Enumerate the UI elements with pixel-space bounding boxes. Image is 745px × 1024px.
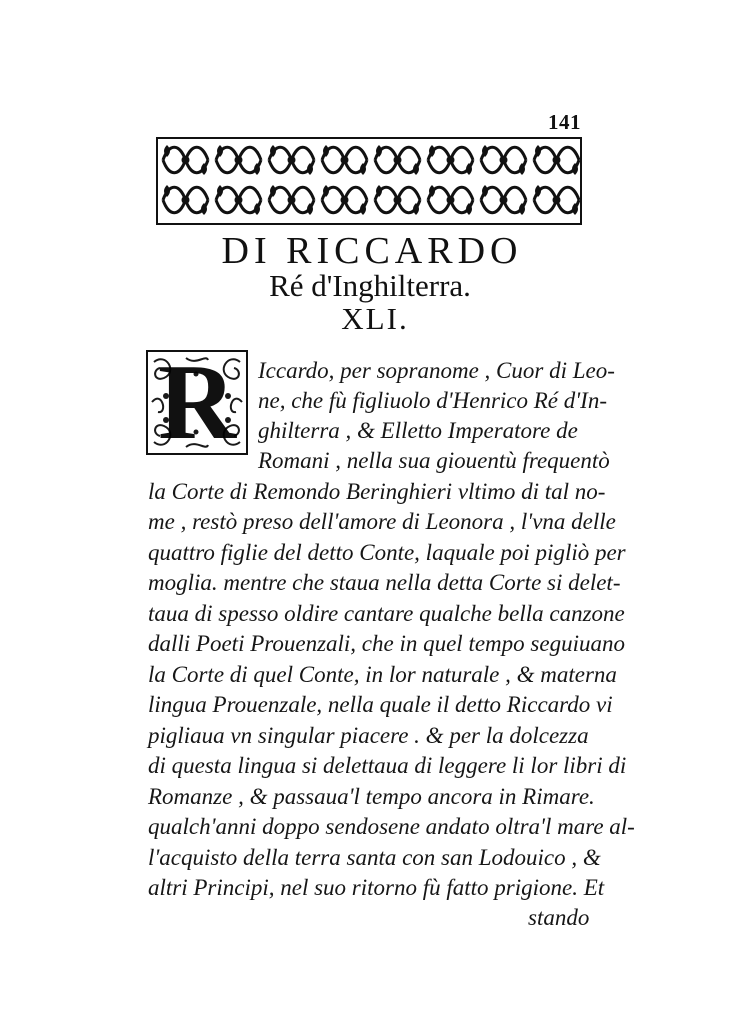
text-line: altri Principi, nel suo ritorno fù fatto prigione. Et xyxy=(148,875,605,900)
ornament-boss xyxy=(394,196,402,204)
drop-cap-letter: R xyxy=(158,343,236,462)
ornament-boss xyxy=(288,196,296,204)
ornament-boss xyxy=(341,156,349,164)
ornament-boss xyxy=(447,196,455,204)
text-line: dalli Poeti Prouenzali, che in quel tempo seguiuano xyxy=(148,631,625,656)
ornament-boss xyxy=(182,196,190,204)
text-line: pigliaua vn singular piacere . & per la dolcezza xyxy=(148,723,589,748)
chapter-title-name: DI RICCARDO xyxy=(221,230,523,272)
text-line: qualch'anni doppo sendosene andato oltra'l mare al- xyxy=(148,814,635,839)
text-line: ghilterra , & Elletto Imperatore de xyxy=(258,418,578,443)
ornament-boss xyxy=(553,196,561,204)
text-line: taua di spesso oldire cantare qualche bella canzone xyxy=(148,601,625,626)
text-line: di questa lingua si delettaua di leggere li lor libri di xyxy=(148,753,627,778)
ornament-boss xyxy=(500,156,508,164)
page-number: 141 xyxy=(548,110,581,134)
text-line: quattro figlie del detto Conte, laquale poi pigliò per xyxy=(148,540,626,565)
text-line: lingua Prouenzale, nella quale il detto Riccardo vi xyxy=(148,692,613,717)
ornament-boss xyxy=(553,156,561,164)
ornament-boss xyxy=(500,196,508,204)
ornament-headpiece-graphic xyxy=(155,135,583,227)
text-line: Iccardo, per sopranome , Cuor di Leo- xyxy=(258,358,615,383)
text-line: Romanze , & passaua'l tempo ancora in Rimare. xyxy=(148,784,595,809)
ornament-headpiece xyxy=(155,135,583,227)
text-line: me , restò preso dell'amore di Leonora , l'vna delle xyxy=(148,509,616,534)
chapter-title-subtitle: Ré d'Inghilterra. xyxy=(269,268,471,303)
ornament-boss xyxy=(447,156,455,164)
text-line: Romani , nella sua giouentù frequentò xyxy=(258,448,610,473)
decorated-initial xyxy=(146,343,248,462)
ornament-boss xyxy=(235,196,243,204)
text-line: la Corte di Remondo Beringhieri vltimo di tal no- xyxy=(148,479,606,504)
text-line: l'acquisto della terra santa con san Lodouico , & xyxy=(148,845,601,870)
ornament-boss xyxy=(341,196,349,204)
catchword: stando xyxy=(528,905,590,930)
text-line: ne, che fù figliuolo d'Henrico Ré d'In- xyxy=(258,388,607,413)
ornament-boss xyxy=(182,156,190,164)
ornament-boss xyxy=(235,156,243,164)
text-line: la Corte di quel Conte, in lor naturale , & materna xyxy=(148,662,617,687)
chapter-number: XLI. xyxy=(341,301,409,336)
ornament-boss xyxy=(394,156,402,164)
text-line: moglia. mentre che staua nella detta Corte si delet- xyxy=(148,570,621,595)
ornament-boss xyxy=(288,156,296,164)
